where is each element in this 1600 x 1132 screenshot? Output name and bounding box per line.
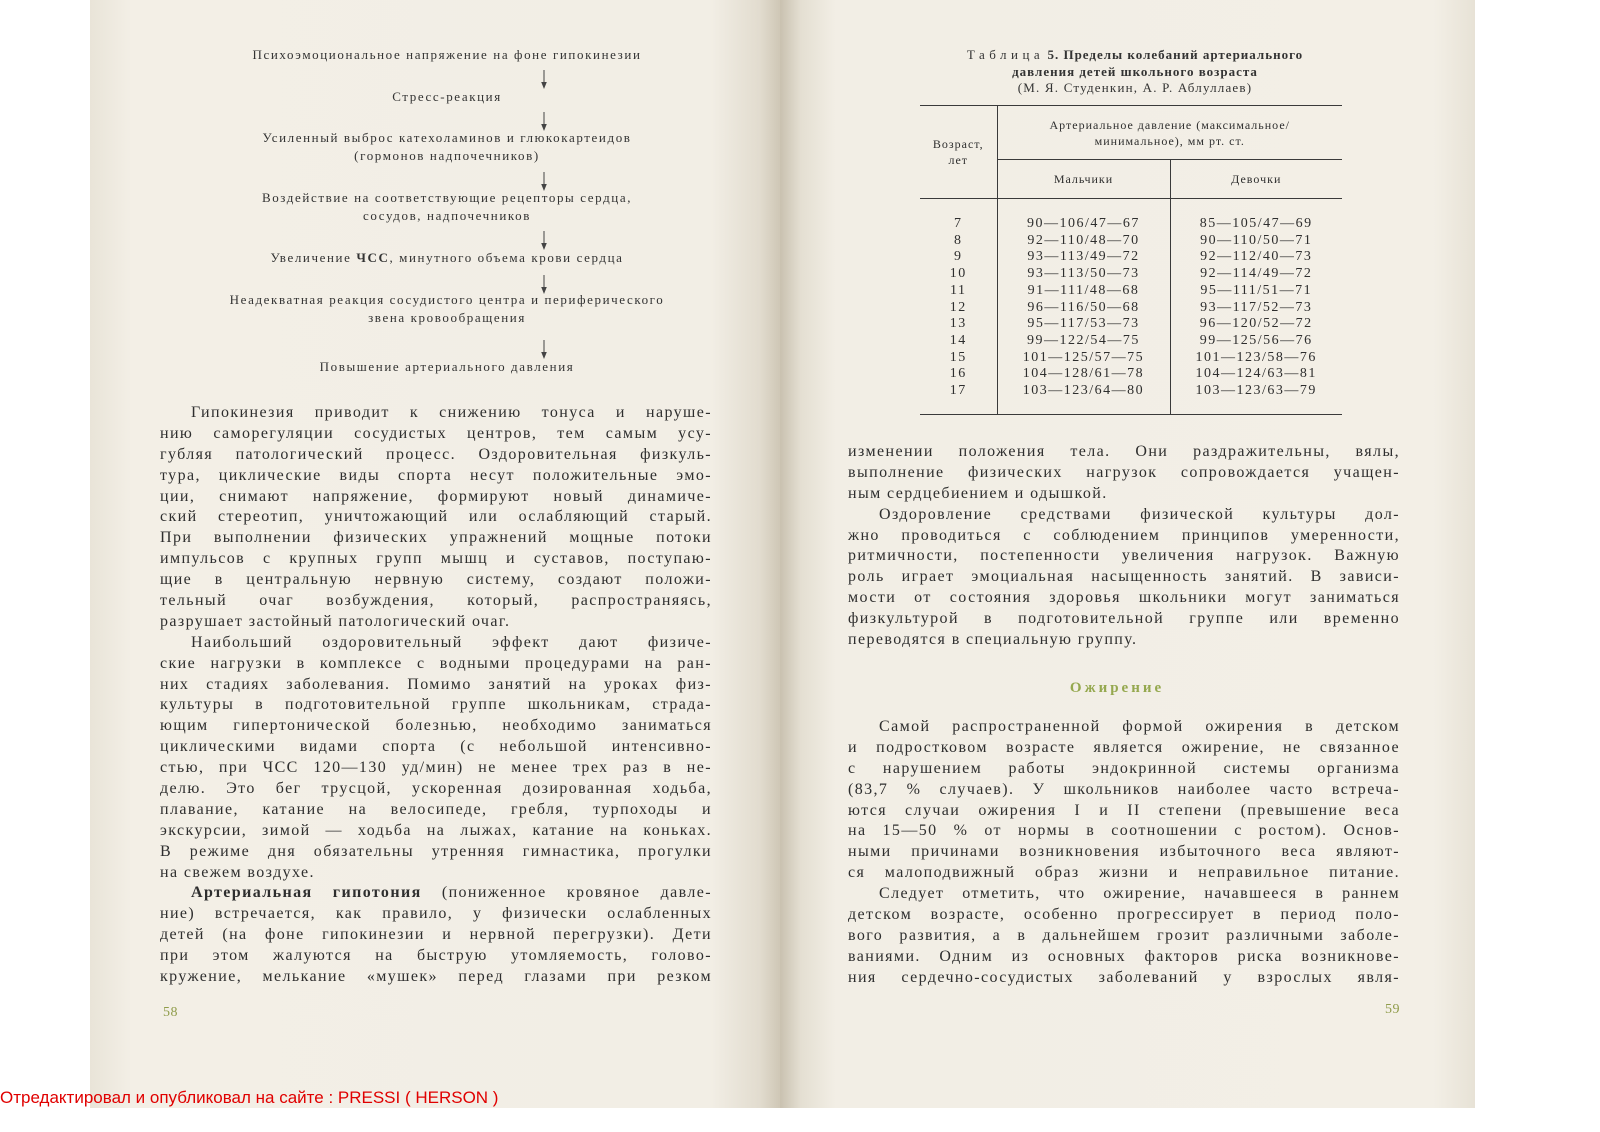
- text-line: ются случаи ожирения I и II степени (превышение веса: [848, 801, 1400, 819]
- flow-step-4: [197, 189, 697, 225]
- paragraph: [848, 442, 1400, 505]
- text-line: при этом жалуются на быструю утомляемость, голово-: [160, 947, 712, 965]
- text-line: изменении положения тела. Они раздражительны, вялы,: [848, 443, 1400, 460]
- right-body-text-bottom: [848, 717, 1400, 989]
- text-line: них стадиях заболевания. Помимо занятий на уроках физ-: [160, 675, 712, 693]
- table-header: [920, 106, 1342, 199]
- down-arrow-icon: [539, 70, 549, 90]
- text-line: и подростковом возрасте является ожирение, не связанное: [848, 738, 1400, 756]
- text-line: ский стереотип, уничтожающий или ослабляющий старый.: [160, 508, 712, 526]
- text-line: губляя патологический процесс. Оздоровительная физкуль-: [160, 445, 712, 463]
- table-row: [920, 366, 1342, 383]
- age-cell: 16: [949, 366, 967, 382]
- flow-step-5-text-start: Увеличение: [270, 250, 357, 265]
- table-row: [920, 283, 1342, 300]
- table-row: [920, 300, 1342, 317]
- text-line: тельный очаг возбуждения, который, распространяясь,: [160, 592, 712, 610]
- text-line: детей (на фоне гипокинезии и нервной перегрузки). Дети: [160, 926, 712, 944]
- text-line: с нарушением работы эндокринной системы организма: [848, 759, 1400, 777]
- paragraph: [160, 883, 712, 987]
- paragraph: [848, 717, 1400, 884]
- table-row: [920, 249, 1342, 266]
- text-line: ваниями. Одним из основных факторов риска возникнове-: [848, 947, 1400, 965]
- text-line: ния сердечно-сосудистых заболеваний у взрослых явля-: [848, 968, 1400, 986]
- age-cell: 9: [954, 249, 963, 265]
- left-body-text: [160, 403, 712, 988]
- boys-cell: 104—128/61—78: [997, 366, 1170, 383]
- text-line: экскурсии, зимой — ходьба на лыжах, катание на коньках.: [160, 821, 712, 839]
- text-line: переводятся в специальную группу.: [848, 631, 1138, 649]
- flow-step-3-line-2: (гормонов надпочечников): [354, 148, 540, 163]
- page-number: 58: [163, 1005, 178, 1020]
- text-line: ские нагрузки в комплексе с водными процедурами на ран-: [160, 654, 712, 672]
- flow-step-5-text-end: , минутного объема крови сердца: [389, 250, 624, 265]
- flow-step-5-abbreviation: ЧСС: [356, 250, 390, 265]
- left-page: [90, 0, 780, 1108]
- girls-cell: 99—125/56—76: [1170, 333, 1342, 350]
- age-cell: 15: [949, 349, 967, 365]
- text-line: выполнение физических нагрузок сопровождается учащен-: [848, 463, 1400, 481]
- boys-cell: 96—116/50—68: [997, 300, 1170, 317]
- girls-cell: 101—123/58—76: [1170, 350, 1342, 367]
- table-title: 5. Пределы колебаний артериального: [1047, 47, 1304, 62]
- table-row: [920, 383, 1342, 414]
- text-line: делю. Это бег трусцой, ускоренная дозированная ходьба,: [160, 780, 712, 798]
- text-line: циклическими видами спорта (с небольшой интенсивно-: [160, 738, 712, 756]
- boys-cell: 90—106/47—67: [997, 199, 1170, 233]
- line-text: (пониженное кровяное давле-: [441, 884, 712, 902]
- girls-cell: 93—117/52—73: [1170, 300, 1342, 317]
- down-arrow-icon: [539, 340, 549, 360]
- text-line: ритмичности, постепенности увеличения нагрузок. Важную: [848, 547, 1400, 565]
- text-line: ным сердцебиением и одышкой.: [848, 484, 1108, 502]
- girls-cell: 90—110/50—71: [1170, 233, 1342, 250]
- table-authors: (М. Я. Студенкин, А. Р. Аблуллаев): [1017, 80, 1253, 95]
- girls-cell: 92—114/49—72: [1170, 266, 1342, 283]
- bold-term: Артериальная гипотония: [191, 884, 422, 902]
- age-cell: 10: [949, 266, 967, 282]
- text-line: физкультурой в подготовительной группе или временно: [848, 610, 1400, 628]
- flow-step-2: Стресс-реакция: [392, 89, 502, 104]
- text-line: мости от состояния здоровья школьники могут заниматься: [848, 589, 1400, 607]
- boys-cell: 92—110/48—70: [997, 233, 1170, 250]
- column-header-girls: Девочки: [1170, 160, 1342, 199]
- paragraph: [160, 403, 712, 633]
- column-header-pressure: [997, 106, 1342, 160]
- blood-pressure-table: [920, 105, 1342, 415]
- flow-step-3-line-1: Усиленный выброс катехоламинов и глюкокартеидов: [262, 130, 632, 145]
- caption-title-continuation: [905, 64, 1365, 81]
- column-header-age: [920, 106, 997, 199]
- table-body: [920, 199, 1342, 415]
- text-line: разрушает застойный патологический очаг.: [160, 612, 511, 630]
- text-line: Наибольший оздоровительный эффект дают физиче-: [191, 633, 712, 651]
- table-row: [920, 266, 1342, 283]
- flow-step-1: Психоэмоциональное напряжение на фоне гипокинезии: [252, 47, 642, 62]
- flow-step-6-line-1: Неадекватная реакция сосудистого центра и периферического: [229, 292, 665, 307]
- table-row: [920, 233, 1342, 250]
- text-line: [160, 883, 712, 904]
- age-cell: 12: [949, 299, 967, 315]
- right-page: [780, 0, 1475, 1108]
- text-line: плавание, катание на велосипеде, гребля, турпоходы и: [160, 800, 712, 818]
- table-row: [920, 316, 1342, 333]
- flow-step-4-line-2: сосудов, надпочечников: [362, 208, 532, 223]
- section-heading: Ожирение: [1069, 680, 1165, 696]
- flow-step-6: [197, 291, 697, 327]
- table-title-continuation: давления детей школьного возраста: [1012, 63, 1258, 79]
- text-line: ющим гипертонической болезнью, необходимо заниматься: [160, 717, 712, 735]
- text-line: ции, снимают напряжение, формируют новый динамиче-: [160, 487, 712, 505]
- caption-title-line: [905, 47, 1365, 64]
- down-arrow-icon: [539, 231, 549, 251]
- right-body-text-top: [848, 442, 1400, 651]
- flow-step-6-line-2: звена кровообращения: [368, 310, 526, 325]
- boys-cell: 91—111/48—68: [997, 283, 1170, 300]
- flow-step-4-line-1: Воздействие на соответствующие рецепторы сердца,: [261, 190, 633, 205]
- text-line: ние) встречается, как правило, у физически ослабленных: [160, 905, 712, 923]
- flowchart: [197, 0, 697, 400]
- column-header-pressure-line-2: минимальное), мм рт. ст.: [1094, 133, 1245, 148]
- text-line: на 15—50 % от нормы в соотношении с ростом). Основ-: [848, 822, 1400, 840]
- page-number: 59: [1385, 1002, 1400, 1017]
- boys-cell: 95—117/53—73: [997, 316, 1170, 333]
- text-line: (83,7 % случаев). У школьников наиболее часто встреча-: [848, 780, 1400, 798]
- text-line: тура, циклические виды спорта несут положительные эмо-: [160, 466, 712, 484]
- text-line: роль играет эмоциальная насыщенность занятий. В зависи-: [848, 568, 1400, 586]
- boys-cell: 103—123/64—80: [997, 383, 1170, 414]
- table-row: [920, 350, 1342, 367]
- text-line: вого развития, а в дальнейшем грозит различными заболе-: [848, 926, 1400, 944]
- flow-step-3: [197, 129, 697, 165]
- boys-cell: 93—113/50—73: [997, 266, 1170, 283]
- text-line: стью, при ЧСС 120—130 уд/мин) не менее трех раз в не-: [160, 759, 712, 777]
- girls-cell: 92—112/40—73: [1170, 249, 1342, 266]
- text-line: нию саморегуляции сосудистых центров, тем самым усу-: [160, 424, 712, 442]
- text-line: щие в центральную нервную систему, создают положи-: [160, 571, 712, 589]
- age-cell: 7: [954, 216, 963, 231]
- text-line: ся малоподвижный образ жизни и неправильное питание.: [848, 864, 1400, 882]
- table-label: Таблица: [966, 47, 1045, 62]
- table-row: [920, 333, 1342, 350]
- text-line: на свежем воздухе.: [160, 863, 315, 881]
- age-cell: 14: [949, 332, 967, 348]
- text-line: кружение, мелькание «мушек» перед глазами при резком: [160, 968, 712, 986]
- text-line: жно проводиться с соблюдением принципов умеренности,: [848, 526, 1400, 544]
- paragraph: [848, 505, 1400, 651]
- column-header-boys: Мальчики: [997, 160, 1170, 199]
- boys-cell: 101—125/57—75: [997, 350, 1170, 367]
- publisher-credit: Отредактировал и опубликовал на сайте : PRESSI ( HERSON ): [0, 1088, 499, 1107]
- girls-cell: 85—105/47—69: [1170, 199, 1342, 233]
- text-line: Следует отметить, что ожирение, начавшееся в раннем: [879, 885, 1400, 903]
- column-header-age-line-1: Возраст,: [932, 137, 984, 151]
- paragraph: [160, 633, 712, 884]
- table-row: [920, 199, 1342, 233]
- boys-cell: 93—113/49—72: [997, 249, 1170, 266]
- text-line: культуры в подготовительной группе школьникам, страда-: [160, 696, 712, 714]
- text-line: детском возрасте, особенно прогрессирует в период поло-: [848, 906, 1400, 924]
- girls-cell: 104—124/63—81: [1170, 366, 1342, 383]
- text-line: В режиме дня обязательны утренняя гимнастика, прогулки: [160, 842, 712, 860]
- girls-cell: 96—120/52—72: [1170, 316, 1342, 333]
- text-line: Оздоровление средствами физической культуры дол-: [879, 505, 1400, 523]
- age-cell: 11: [950, 282, 967, 298]
- text-line: импульсов с крупных групп мышц и суставов, поступаю-: [160, 550, 712, 568]
- text-line: При выполнении физических упражнений мощные потоки: [160, 529, 712, 547]
- flow-step-5: [197, 249, 697, 267]
- column-header-pressure-line-1: Артериальное давление (максимальное/: [1049, 117, 1290, 132]
- paragraph: [848, 884, 1400, 988]
- age-cell: 8: [954, 232, 963, 248]
- text-line: Гипокинезия приводит к снижению тонуса и наруше-: [191, 404, 712, 421]
- column-header-age-line-2: лет: [948, 153, 969, 167]
- girls-cell: 95—111/51—71: [1170, 283, 1342, 300]
- header-row: [920, 106, 1342, 160]
- text-line: Самой распространенной формой ожирения в детском: [879, 718, 1400, 735]
- text-line: ными причинами возникновения избыточного веса являют-: [848, 843, 1400, 861]
- flow-step-7: Повышение артериального давления: [319, 359, 575, 374]
- table-caption: [905, 47, 1365, 97]
- boys-cell: 99—122/54—75: [997, 333, 1170, 350]
- age-cell: 13: [949, 316, 967, 332]
- age-cell: 17: [949, 383, 967, 399]
- girls-cell: 103—123/63—79: [1170, 383, 1342, 414]
